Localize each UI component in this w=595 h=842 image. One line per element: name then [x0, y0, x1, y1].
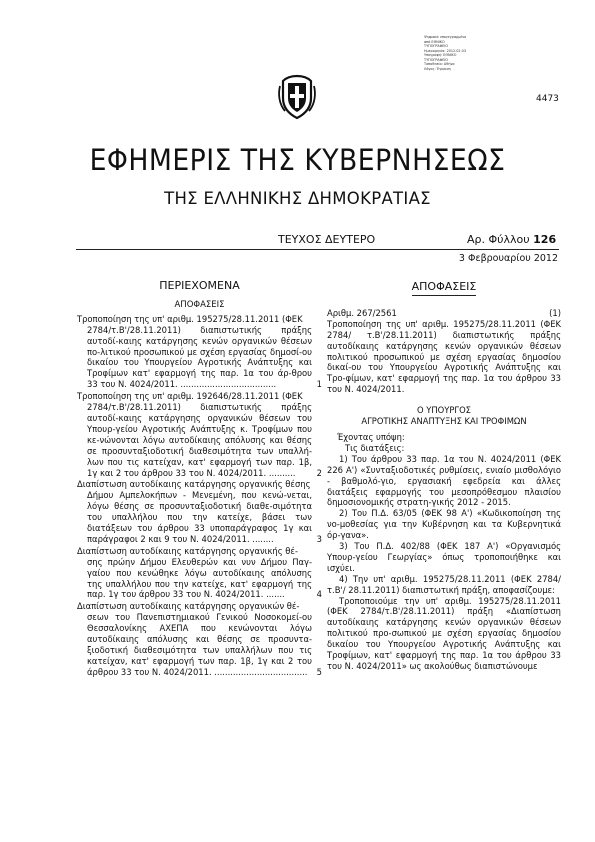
issue-date: 3 Φεβρουαρίου 2012: [458, 253, 558, 264]
signature-line: Υπογραφή: ΕΘΝΙΚΟ: [424, 53, 457, 57]
toc-item-text: Δήμου Αμπελοκήπων - Μενεμένη, που κενώ-νεται, λόγω θέσης σε προσυνταξιοδοτική διαθε-σιμότητα του υπαλλήλου που την κατείχε, βάσει των διατάξεων του άρθρου 33 υποπαράγραφος 1γ και παράγραφοι 2 και 9 του Ν. 4024/2011. ........: [87, 490, 312, 544]
decisions-heading: ΑΠΟΦΑΣΕΙΣ: [412, 282, 477, 296]
toc-item-text: 2784/τ.Β'/28.11.2011) διαπιστωτικής πράξης αυτοδί-καιης κατάργησης οργανικών θέσεων του Υπουρ-γείου Αγροτικής Ανάπτυξης κ. Τροφίμων που κε-νώνονται λόγω αυτοδίκαιης απόλυσης και θέσης σε προσυνταξιοδοτική διαθεσιμότητα των υπαλλή-λων που τις κατείχαν, κατ' εφαρμογή των παρ. 1β, 1γ και 2 του άρθρου 33 του Ν. 4024/2011. ..........: [87, 402, 312, 478]
toc-item-page: 3: [316, 533, 322, 544]
greek-coat-of-arms-icon: [277, 74, 317, 120]
decision-reference: [327, 308, 561, 319]
decision-ref-index: (1): [549, 307, 561, 318]
toc-item[interactable]: [77, 601, 322, 677]
decisions-column: [327, 281, 561, 672]
contents-heading: ΠΕΡΙΕΧΟΜΕΝΑ: [159, 279, 240, 292]
digital-signature-note: [424, 35, 502, 71]
decisions-heading-wrap: [327, 282, 561, 296]
issue-sheet: [467, 233, 556, 246]
decision-text: Τροποποιούμε την υπ' αριθμ. 195275/28.11.2011 (ΦΕΚ 2784/τ.Β'/28.11.2011) πράξη «Διαπίστωση αυτοδίκαιης κατάργησης κενών οργανικών θέσεων πολιτικού προ-σωπικού με σχέση εργασίας δημοσίου δικαίου του Υπουργείου Αγροτικής Ανάπτυξης και Τροφίμων, κατ' εφαρμογή της παρ. 1α του άρθρου 33 του Ν. 4024/2011» ως ακολούθως διαπιστώνουμε: [327, 595, 561, 671]
issue-divider: [76, 249, 559, 250]
toc-item-page: 4: [316, 589, 322, 600]
sheet-number: 126: [533, 233, 557, 246]
legal-provision: 2) Του Π.Δ. 63/05 (ΦΕΚ 98 Α') «Κωδικοποίηση της νο-μοθεσίας για την Κυβέρνηση και τα Κυβερνητικά όρ-γανα».: [327, 508, 561, 541]
decision-summary: Τροποποίηση της υπ' αριθμ. 195275/28.11.2011 (ΦΕΚ 2784/ τ.Β'/28.11.2011) διαπιστωτικής πράξης αυτοδίκαιης κατάργησης κενών οργανικών θέσεων πολιτικού προσωπικού με σχέση εργασίας δημοσίου δικαί-ου του Υπουργείου Αγροτικής Ανάπτυξης και Τρο-φίμων, κατ' εφαρμογή της παρ. 1α του άρθρου 33 του Ν. 4024/2011.: [327, 318, 561, 395]
toc-item-text: 2784/τ.Β'/28.11.2011) διαπιστωτικής πράξης αυτοδί-καιης κατάργησης κενών οργανικών θέσεων πο-λιτικού προσωπικού με σχέση εργασίας δημοσί-ου δικαίου του Υπουργείου Αγροτικής Ανάπτυξης και Τροφίμων κατ' εφαρμογή της παρ. 1α του άρ-θρου 33 του Ν. 4024/2011. ....................................: [87, 324, 312, 390]
legal-provision: 3) Του Π.Δ. 402/88 (ΦΕΚ 187 Α') «Οργανισμός Υπουρ-γείου Γεωργίας» όπως τροποποιήθηκε και ισχύει.: [327, 541, 561, 573]
toc-item-first-line: Τροποποίηση της υπ' αριθμ. 192646/28.11.2011 (ΦΕΚ: [77, 391, 303, 402]
gazette-subtitle: ΤΗΣ ΕΛΛΗΝΙΚΗΣ ΔΗΜΟΚΡΑΤΙΑΣ: [164, 189, 431, 208]
signature-line: Ημερομηνία: 2012.02.03: [424, 48, 466, 53]
signature-line: ΤΥΠΟΓΡΑΦΕΙΟ: [424, 44, 449, 48]
contents-section-heading: ΑΠΟΦΑΣΕΙΣ: [174, 299, 225, 310]
considering-line: Έχοντας υπόψη:: [337, 431, 405, 442]
issue-series: ΤΕΥΧΟΣ ΔΕΥΤΕΡΟ: [278, 233, 376, 246]
contents-column: [77, 281, 322, 679]
sheet-label: Αρ. Φύλλου: [467, 233, 530, 246]
toc-item-page: 5: [316, 666, 322, 677]
legal-provision: 4) Την υπ' αριθμ. 195275/28.11.2011 (ΦΕΚ 2784/τ.Β'/ 28.11.2011) διαπιστωτική πράξη, αποφασίζουμε:: [327, 573, 561, 595]
toc-item-text: σεων του Πανεπιστημιακού Γενικού Νοσοκομεί-ου Θεσσαλονίκης ΑΧΕΠΑ που κενώνονται λόγω αυτοδίκαιης απόλυσης και θέσης σε προσυντα-ξιοδοτική διαθεσιμότητα των υπαλλήλων που τις κατείχαν, κατ' εφαρμογή των παρ. 1β, 1γ και 2 του άρθρου 33 του Ν. 4024/2011. ...................................: [87, 612, 312, 677]
legal-provision: 1) Του άρθρου 33 παρ. 1α του Ν. 4024/2011 (ΦΕΚ 226 Α') «Συνταξιοδοτικές ρυθμίσεις, ενιαίο μισθολόγιο - βαθμολό-γιο, εργασιακή εφεδρεία και άλλες διατάξεις εφαρμογής του μεσοπρόθεσμου πλαισίου δημοσιονομικής στρατη-γικής 2012 - 2015.: [327, 453, 561, 508]
toc-item-first-line: Διαπίστωση αυτοδίκαιης κατάργησης οργανικής θέσης: [77, 479, 311, 490]
signature-line: ΤΥΠΟΓΡΑΦΕΙΟ: [424, 57, 449, 62]
toc-item[interactable]: [77, 479, 322, 544]
signature-line: Ψηφιακά υπογεγραμμένο: [424, 35, 467, 39]
authority-ministry: ΑΓΡΟΤΙΚΗΣ ΑΝΑΠΤΥΞΗΣ ΚΑΙ ΤΡΟΦΙΜΩΝ: [361, 416, 527, 427]
decision-ref-number: Αριθμ. 267/2561: [327, 307, 397, 318]
toc-item[interactable]: [77, 314, 322, 390]
signature-line: Τοποθεσία: Αθήνα: [424, 62, 455, 66]
toc-item-text: σης πρώην Δήμου Ελευθερών και νυν Δήμου Παγ-γαίου που κενώθηκε λόγω αυτοδίκαιης απόλυσης της υπαλλήλου που την κατείχε, κατ' εφαρμογή της παρ. 1γ του άρθρου 33 του Ν. 4024/2011. .......: [87, 556, 312, 600]
toc-item[interactable]: [77, 391, 322, 478]
toc-item-first-line: Διαπίστωση αυτοδίκαιης κατάργησης οργανικών θέ-: [77, 601, 300, 612]
signature-line: Λόγος: Έγκριση: [424, 66, 451, 71]
signature-line: από ΕΘΝΙΚΟ: [424, 39, 445, 44]
toc-item-page: 2: [316, 467, 322, 478]
gazette-title: ΕΦΗΜΕΡΙΣ ΤΗΣ ΚΥΒΕΡΝΗΣΕΩΣ: [89, 143, 506, 177]
toc-item-page: 1: [316, 379, 322, 390]
toc-item-first-line: Διαπίστωση αυτοδίκαιης κατάργησης οργανικής θέ-: [77, 545, 298, 556]
provisions-line: Τις διατάξεις:: [345, 442, 405, 453]
toc-item[interactable]: [77, 546, 322, 601]
toc-item-first-line: Τροποποίηση της υπ' αριθμ. 195275/28.11.2011 (ΦΕΚ: [77, 313, 303, 324]
authority-title: Ο ΥΠΟΥΡΓΟΣ: [417, 405, 471, 416]
page-number: 4473: [536, 94, 559, 104]
